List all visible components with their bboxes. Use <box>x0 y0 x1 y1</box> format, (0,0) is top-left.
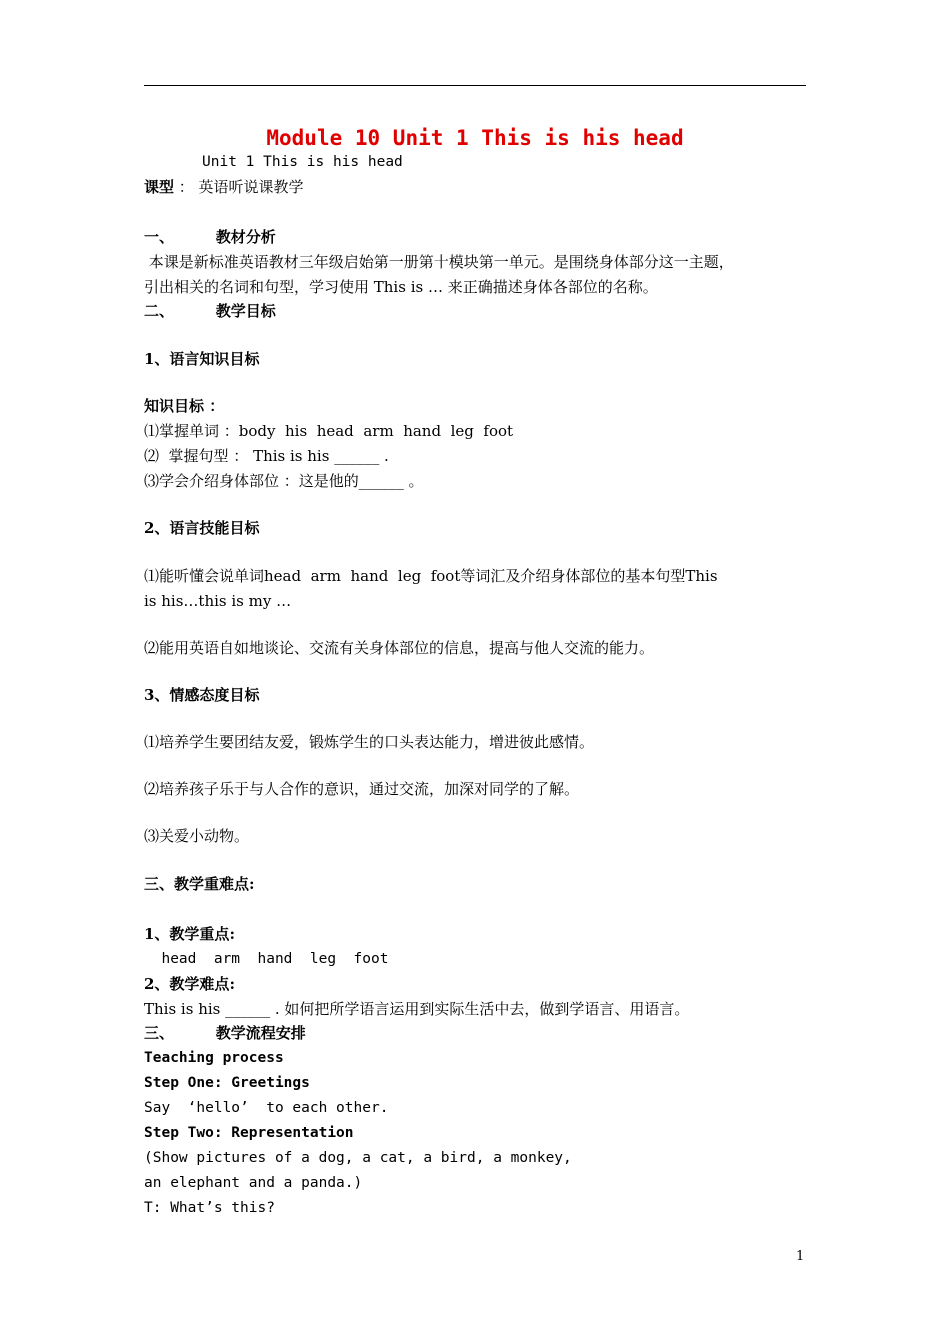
step-one-text: Say ‘hello’ to each other. <box>144 1100 389 1116</box>
difficulty-text: This is his ______ . 如何把所学语言运用到实际生活中去，做到学语言、用语言。 <box>144 1000 690 1018</box>
goal-heading-knowledge: 1、语言知识目标 <box>144 350 260 368</box>
difficulty-heading: 2、教学难点: <box>144 975 235 993</box>
attitude-item-2: ⑵培养孩子乐于与人合作的意识，通过交流，加深对同学的了解。 <box>144 780 580 798</box>
lesson-type-label: 课型 <box>144 178 175 196</box>
skills-item-1-line-1: ⑴能听懂会说单词head arm hand leg foot等词汇及介绍身体部位的基本句型This <box>144 567 718 585</box>
step-two-line-3: T: What’s this? <box>144 1200 275 1216</box>
attitude-item-3: ⑶关爱小动物。 <box>144 827 250 845</box>
knowledge-item-words: ⑴掌握单词 ：body his head arm hand leg foot <box>144 422 514 440</box>
document-title: Module 10 Unit 1 This is his head <box>266 126 684 150</box>
goal-heading-skills: 2、语言技能目标 <box>144 519 260 537</box>
section-heading-key-points: 三、教学重难点: <box>144 875 255 893</box>
skills-item-1-line-2: is his…this is my … <box>144 592 292 610</box>
analysis-line-1: 本课是新标准英语教材三年级启始第一册第十模块第一单元。是围绕身体部分这一主题， <box>144 253 734 271</box>
teaching-process-heading: Teaching process <box>144 1050 284 1066</box>
goal-heading-attitude: 3、情感态度目标 <box>144 686 260 704</box>
key-point-words: head arm hand leg foot <box>144 951 389 967</box>
section-heading-analysis: 一、 教材分析 <box>144 228 276 246</box>
subtitle: Unit 1 This is his head <box>202 154 403 170</box>
step-two-line-1: (Show pictures of a dog, a cat, a bird, a monkey, <box>144 1150 572 1166</box>
skills-item-2: ⑵能用英语自如地谈论、交流有关身体部位的信息，提高与他人交流的能力。 <box>144 639 655 657</box>
step-two-line-2: an elephant and a panda.) <box>144 1175 363 1191</box>
lesson-type-value: ： 英语听说课教学 <box>174 178 304 196</box>
section-heading-process: 三、 教学流程安排 <box>144 1024 306 1042</box>
analysis-line-2: 引出相关的名词和句型，学习使用 This is … 来正确描述身体各部位的名称。 <box>144 278 658 296</box>
step-two-heading: Step Two: Representation <box>144 1125 354 1141</box>
key-point-heading: 1、教学重点: <box>144 925 235 943</box>
header-rule <box>144 85 806 86</box>
step-one-heading: Step One: Greetings <box>144 1075 310 1091</box>
page-number: 1 <box>796 1249 805 1264</box>
lesson-type <box>144 177 304 197</box>
attitude-item-1: ⑴培养学生要团结友爱，锻炼学生的口头表达能力，增进彼此感情。 <box>144 733 595 751</box>
knowledge-item-sentence: ⑵ 掌握句型 ： This is his ______ . <box>144 447 389 465</box>
knowledge-heading: 知识目标 ： <box>144 397 225 415</box>
knowledge-item-intro: ⑶学会介绍身体部位 ：这是他的______ 。 <box>144 472 424 490</box>
section-heading-goals: 二、 教学目标 <box>144 302 276 320</box>
